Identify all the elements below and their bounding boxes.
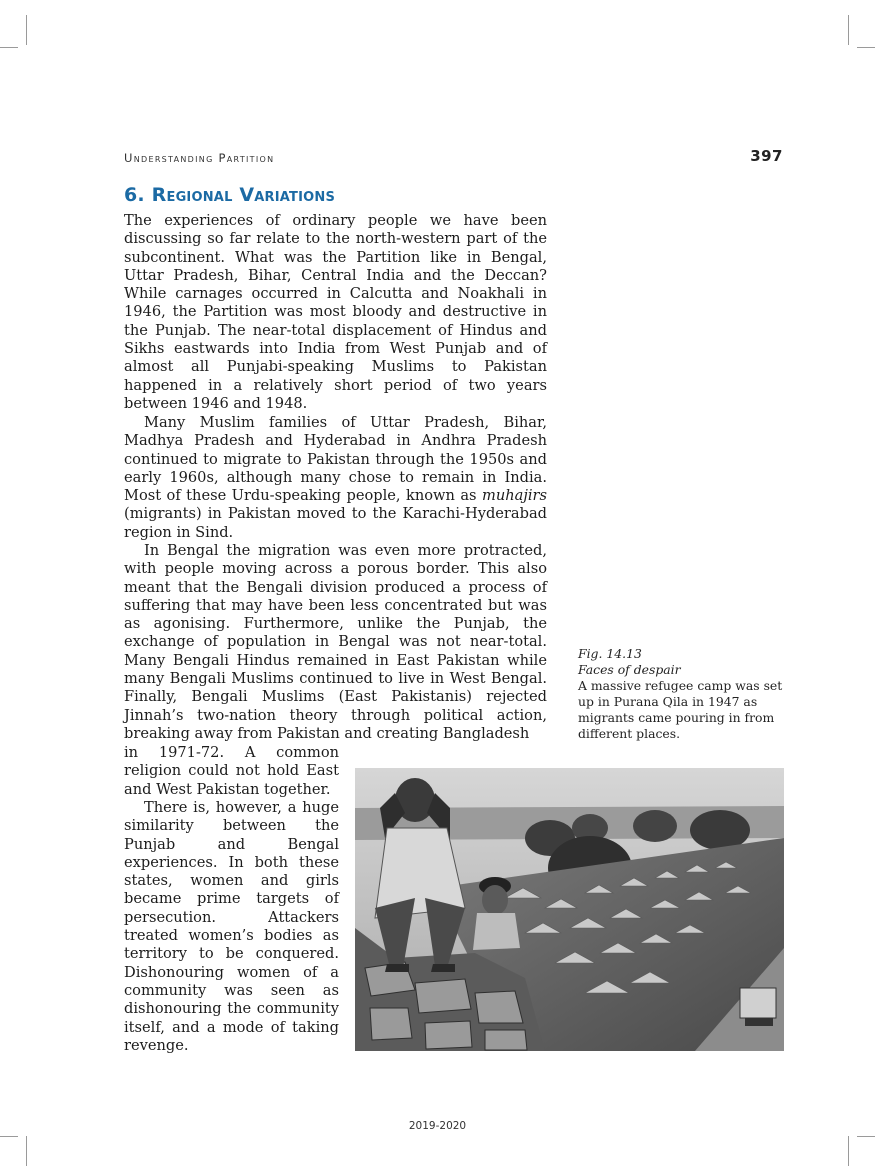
crop-mark (26, 15, 27, 45)
crop-mark (857, 1136, 875, 1137)
paragraph-1: The experiences of ordinary people we have been discussing so far relate to the north-western part of the subcontinent. What was the Partition like in Bengal, Uttar Pradesh, Bihar, Central India and the Deccan? While carnages occurred in Calcutta and Noakhali in 1946, the Partition was most bloody and destructive in the Punjab. The near-total displacement of Hindus and Sikhs eastwards into India from West Punjab and of almost all Punjabi-speaking Muslims to Pakistan happened in a relatively short period of two years between 1946 and 1948. (124, 212, 547, 412)
crop-mark (26, 1136, 27, 1166)
crop-mark (0, 47, 18, 48)
paragraph-3-continued: in 1971-72. A common religion could not hold East and West Pakistan together. (124, 744, 339, 798)
paragraph-2: Many Muslim families of Uttar Pradesh, Bihar, Madhya Pradesh and Hyderabad in Andhra Pradesh continued to migrate to Pakistan through the 1950s and early 1960s, although many chose to remain in India. Most of these Urdu-speaking people, known as muhajirs (migrants) in Pakistan moved to the Karachi-Hyderabad region in Sind. (124, 414, 547, 541)
paragraph-4: There is, however, a huge similarity between the Punjab and Bengal experiences. In both these states, women and girls became prime targets of persecution. Attackers treated women’s bodies as territory to be conquered. Dishonouring women of a community was seen as dishonouring the community itself, and a mode of taking revenge. (124, 799, 339, 1054)
section-heading: 6. Regional Variations (124, 184, 336, 206)
figure-title: Faces of despair (578, 662, 681, 677)
footer-year: 2019-2020 (408, 1120, 467, 1132)
running-header-title: Understanding Partition (124, 151, 275, 165)
page-number: 397 (750, 147, 783, 165)
figure-number: Fig. 14.13 (578, 646, 642, 661)
term-muhajirs: muhajirs (482, 487, 547, 505)
figure-description: A massive refugee camp was set up in Purana Qila in 1947 as migrants came pouring in from different places. (578, 678, 783, 741)
figure-caption (578, 646, 783, 742)
crop-mark (848, 1136, 849, 1166)
refugee-camp-photo (355, 768, 784, 1051)
crop-mark (0, 1136, 18, 1137)
paragraph-3: In Bengal the migration was even more protracted, with people moving across a porous border. This also meant that the Bengali division produced a process of suffering that may have been less concentrated but was as agonising. Furthermore, unlike the Punjab, the exchange of population in Bengal was not near-total. Many Bengali Hindus remained in East Pakistan while many Bengali Muslims continued to live in West Bengal. Finally, Bengali Muslims (East Pakistanis) rejected Jinnah’s two-nation theory through political action, breaking away from Pakistan and creating Bangladesh (124, 542, 547, 742)
crop-mark (848, 15, 849, 45)
crop-mark (857, 47, 875, 48)
